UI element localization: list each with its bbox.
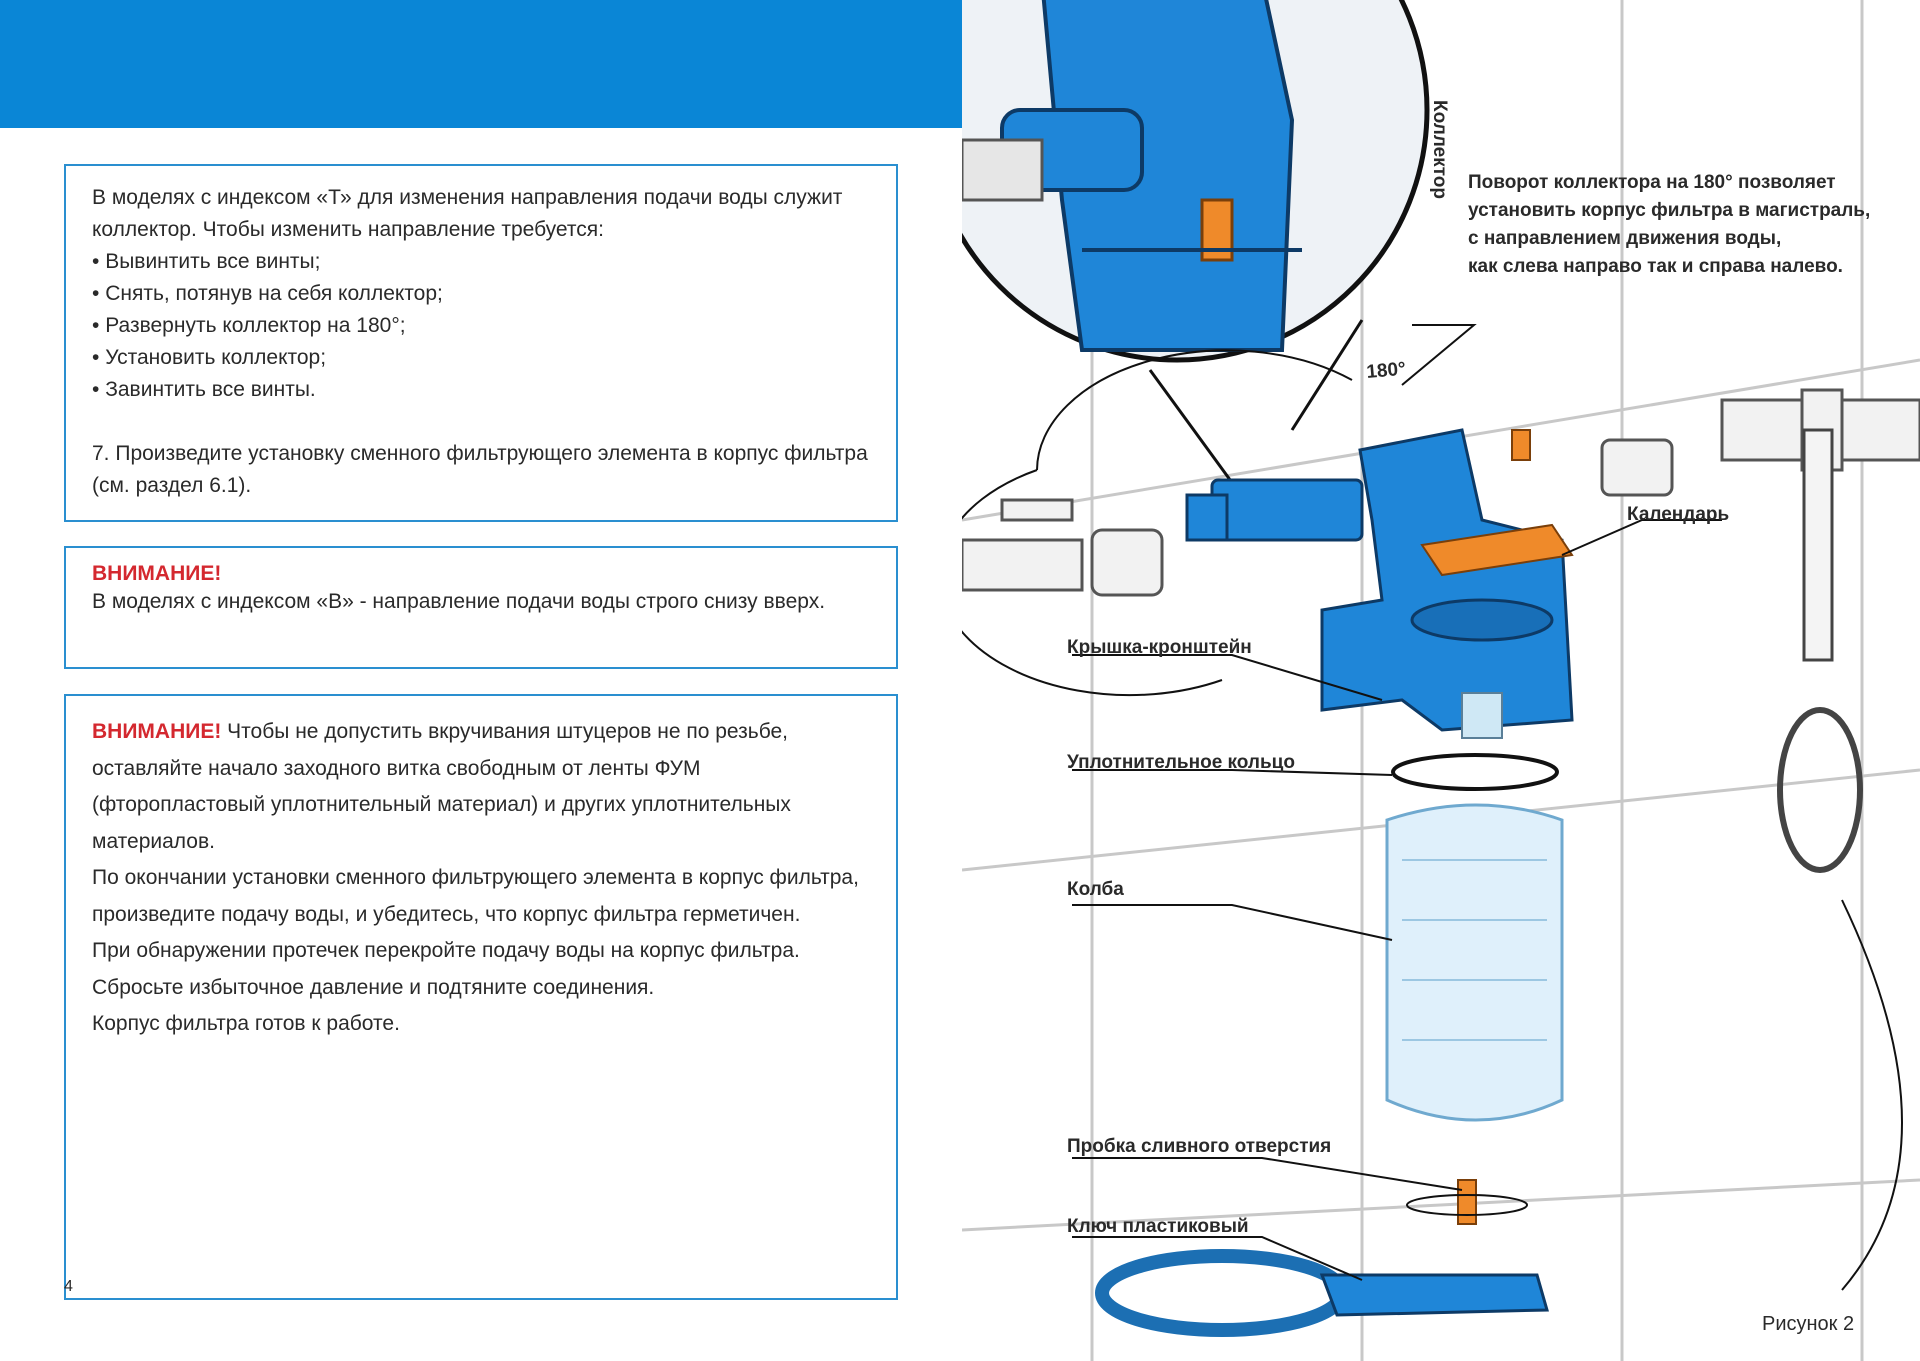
key-label: Ключ пластиковый xyxy=(1067,1216,1249,1237)
paragraph: При обнаружении протечек перекройте подачу воды на корпус фильтра. xyxy=(92,939,800,962)
cover-label: Крышка-кронштейн xyxy=(1067,637,1252,658)
paragraph: По окончании установки сменного фильтрующего элемента в корпус фильтра, произведите подачу воды, и убедитесь, что корпус фильтра герметичен. xyxy=(92,866,859,926)
wall-wrench xyxy=(1780,430,1860,870)
zoom-leader-line xyxy=(1292,320,1362,430)
list-item: • Снять, потянув на себя коллектор; xyxy=(92,278,870,310)
collector-intro: В моделях с индексом «Т» для изменения направления подачи воды служит коллектор. Чтобы изменить направление требуется: xyxy=(92,186,843,241)
rotation-note-line: как слева направо так и справа налево. xyxy=(1468,256,1843,277)
attention-label: ВНИМАНИЕ! xyxy=(92,562,222,585)
collector-label: Коллектор xyxy=(1429,100,1450,199)
collector-instructions-box xyxy=(64,164,898,522)
figure-caption: Рисунок 2 xyxy=(1762,1313,1855,1335)
step-7-text: 7. Произведите установку сменного фильтрующего элемента в корпус фильтра (см. раздел 6.1). xyxy=(92,442,868,497)
seal-label: Уплотнительное кольцо xyxy=(1067,752,1295,773)
attention-b-text: В моделях с индексом «В» - направление подачи воды строго снизу вверх. xyxy=(92,590,826,613)
page-number: 4 xyxy=(64,1278,73,1295)
rotation-note-line: Поворот коллектора на 180° позволяет xyxy=(1468,172,1836,193)
filter-flask xyxy=(1387,805,1562,1120)
rotation-note-line: установить корпус фильтра в магистраль, xyxy=(1468,200,1871,221)
storage-arrow xyxy=(1842,900,1902,1290)
attention-label: ВНИМАНИЕ! xyxy=(92,720,222,743)
list-item: • Установить коллектор; xyxy=(92,342,870,374)
leader-line xyxy=(1072,905,1392,940)
calendar-label: Календарь xyxy=(1627,504,1730,525)
leader-line xyxy=(1072,1158,1462,1190)
list-item: • Завинтить все винты. xyxy=(92,374,870,406)
collector-steps-list xyxy=(92,246,870,406)
list-item: • Развернуть коллектор на 180°; xyxy=(92,310,870,342)
paragraph: Корпус фильтра готов к работе. xyxy=(92,1012,400,1035)
cover-bracket xyxy=(1322,430,1572,738)
list-item: • Вывинтить все винты; xyxy=(92,246,870,278)
filter-assembly-illustration xyxy=(962,0,1920,1361)
plastic-key xyxy=(1102,1256,1547,1330)
rotation-note xyxy=(1468,172,1876,277)
plug-label: Пробка сливного отверстия xyxy=(1067,1136,1332,1157)
collector-zoom-detail xyxy=(962,0,1427,360)
rotation-note-line: с направлением движения воды, xyxy=(1468,228,1782,249)
header-band xyxy=(0,0,962,128)
flask-label: Колба xyxy=(1067,879,1124,900)
leader-line xyxy=(1402,325,1474,385)
attention-fum-lead-paragraph xyxy=(92,714,870,860)
seal-ring xyxy=(1393,755,1557,789)
leader-line xyxy=(1562,520,1722,555)
paragraph: Сбросьте избыточное давление и подтяните соединения. xyxy=(92,975,655,999)
rotation-angle-label: 180° xyxy=(1365,358,1407,383)
attention-fum-box xyxy=(64,694,898,1300)
attention-fum-lead: Чтобы не допустить вкручивания штуцеров не по резьбе, оставляйте начало заходного витка свободным от ленты ФУМ (фторопластовый уплотнительный материал) и других уплотнительных материалов. xyxy=(92,720,791,853)
collector-assembly xyxy=(1187,480,1362,540)
attention-b-box xyxy=(64,546,898,669)
